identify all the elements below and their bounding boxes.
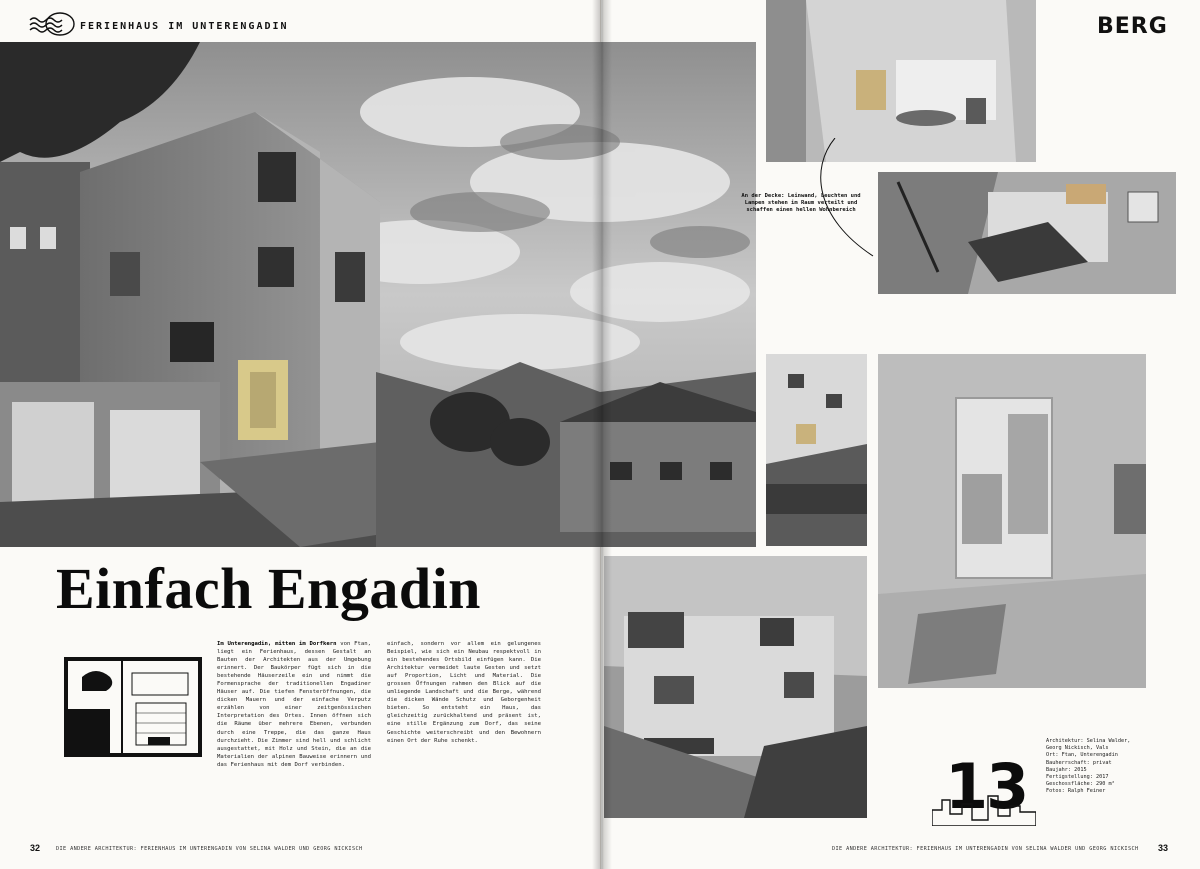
exterior-photo-facade [766, 354, 867, 546]
kicker-text: FERIENHAUS IM UNTERENGADIN [80, 20, 289, 32]
infobox-line: Georg Nickisch, Vals [1046, 745, 1109, 752]
interior-photo-stair [878, 172, 1176, 294]
page-number-left: 32 [30, 843, 41, 853]
article-column-1-text: von Ftan, liegt ein Ferienhaus, dessen Gestalt an Bauten der Architekten aus der Umgebung erinnert. Der Baukörper fügt sich in die bestehende Häuserzeile ein und nimmt die Formensprache der traditionellen Engadiner Häuser auf. Die tiefen Fensteröffnungen, die dicken Mauern und der einfache Verputz erzählen von einer zeitgenössischen Interpretation des Ortes. Innen öffnen sich die Räume über mehrere Ebenen, verbunden durch eine Treppe, die das ganze Haus durchzieht. Die Zimmer sind hell und schlicht ausgestattet, mit Holz und Stein, die an die Materialien der alpinen Bauweise erinnern und das Ferienhaus mit dem Dorf verbinden. [217, 641, 371, 768]
article-column-1 [217, 640, 371, 826]
wave-logo-icon [28, 12, 76, 40]
infobox-line: Fotos: Ralph Feiner [1046, 788, 1106, 795]
footer-right: DIE ANDERE ARCHITEKTUR: FERIENHAUS IM UNTERENGADIN VON SELINA WALDER UND GEORG NICKISCH [832, 846, 1139, 852]
infobox-line: Geschossfläche: 290 m² [1046, 781, 1115, 788]
page-number-right: 33 [1158, 843, 1169, 853]
infobox-line: Architektur: Selina Walder, [1046, 738, 1131, 744]
project-infobox [1046, 738, 1162, 796]
magazine-brand: BERG [1097, 14, 1168, 39]
article-lead: Im Unterengadin, mitten im Dorfkern [217, 641, 337, 647]
article-headline: Einfach Engadin [56, 556, 481, 621]
article-column-2: einfach, sondern vor allem ein gelungenes Beispiel, wie sich ein Neubau respektvoll in ein bestehendes Ortsbild einfügen kann. Die Architektur vermeidet laute Gesten und setzt auf Proportion, Licht und Material. Die grossen Öffnungen rahmen den Blick auf die umliegende Landschaft und die Berge, während die dicken Wände Schutz und Geborgenheit bieten. So entsteht ein Haus, das gleichzeitig zurückhaltend und präsent ist, eine stille Ergänzung zum Dorf, das seine Geschichte weiterschreibt und den Bewohnern einen Ort der Ruhe schenkt. [387, 641, 541, 744]
photo-caption: An der Decke: Leinwand, Leuchten und Lampen stehen im Raum verteilt und schaffen einen hellen Wohnbereich [741, 193, 861, 213]
section-kicker [28, 14, 289, 38]
skyline-icon [932, 790, 1036, 830]
infobox-line: Fertigstellung: 2017 [1046, 774, 1109, 781]
exterior-photo-street [604, 556, 867, 818]
floor-plan-drawing [62, 655, 204, 763]
infobox-line: Ort: Ftan, Unterengadin [1046, 752, 1118, 759]
project-number: 13 [945, 750, 1028, 823]
infobox-line: Bauherrschaft: privat [1046, 759, 1112, 766]
interior-photo-window [878, 354, 1146, 688]
hero-photo [0, 42, 756, 547]
interior-photo-living [766, 0, 1036, 162]
infobox-line: Baujahr: 2015 [1046, 766, 1087, 773]
footer-left: DIE ANDERE ARCHITEKTUR: FERIENHAUS IM UNTERENGADIN VON SELINA WALDER UND GEORG NICKISCH [56, 846, 363, 852]
